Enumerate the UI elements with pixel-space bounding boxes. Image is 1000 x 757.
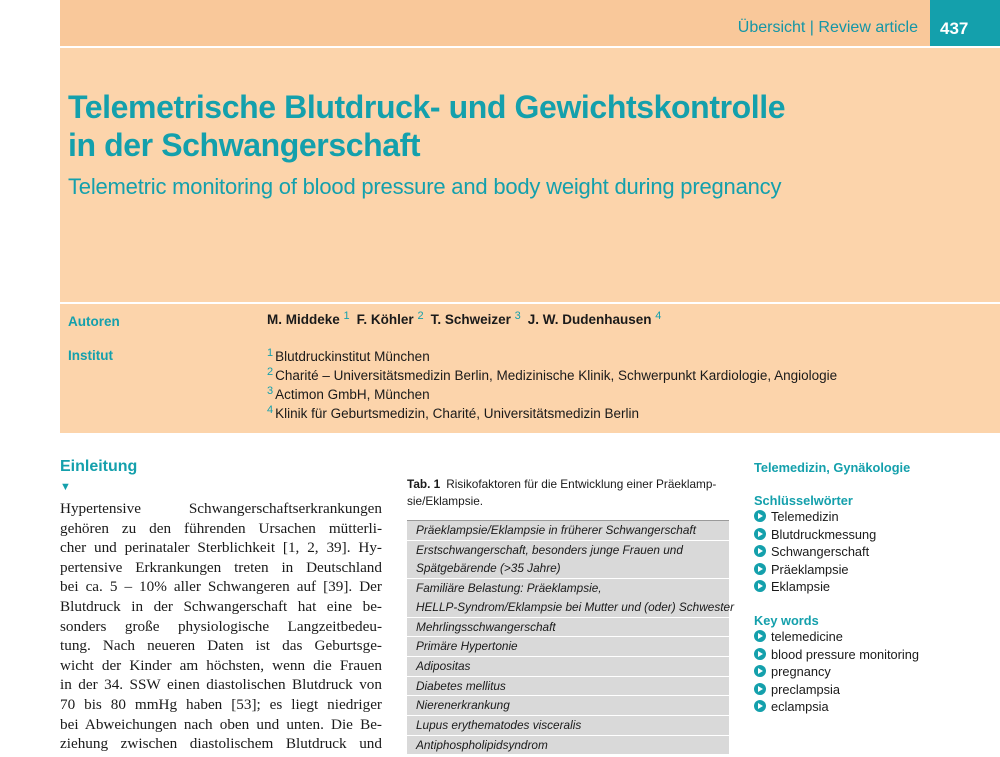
- page-number: 437: [940, 19, 969, 38]
- keyword-item: [754, 561, 994, 579]
- metadata-block: [60, 304, 1000, 433]
- author-affiliation-number: 1: [343, 310, 350, 322]
- page-number-box: [930, 0, 1000, 46]
- table-cell-text: Mehrlingsschwangerschaft: [416, 619, 556, 634]
- circle-arrow-icon: [754, 630, 766, 642]
- circle-arrow-icon: [754, 683, 766, 695]
- keyword-list-german: [754, 508, 994, 596]
- affiliation-text: Blutdruckinstitut München: [275, 349, 430, 364]
- affiliation-number: 3: [267, 385, 274, 397]
- keyword-text: preclampsia: [771, 681, 840, 697]
- circle-arrow-icon: [754, 700, 766, 712]
- keyword-item: [754, 646, 994, 664]
- body-text-line: gehören zu den führenden Ursachen mütterli-: [60, 519, 382, 537]
- table-row: [407, 541, 729, 579]
- table-cell-text: Erstschwangerschaft, besonders junge Frauen und: [416, 542, 683, 557]
- body-text-line: ziehung zwischen diastolischem Blutdruck und: [60, 735, 382, 753]
- table-label: Tab. 1: [407, 477, 441, 491]
- keyword-item: [754, 698, 994, 716]
- table-row: [407, 579, 734, 617]
- table-cell-text: Präeklampsie/Eklampsie in früherer Schwangerschaft: [416, 523, 696, 537]
- table-row: [407, 696, 729, 716]
- keyword-item: [754, 543, 994, 561]
- author-affiliation-number: 4: [655, 310, 662, 322]
- author-affiliation-number: 3: [514, 310, 521, 322]
- affiliation-text: Charité – Universitätsmedizin Berlin, Medizinische Klinik, Schwerpunkt Kardiologie, Angiologie: [275, 368, 838, 383]
- keyword-item: [754, 578, 994, 596]
- keyword-item: [754, 663, 994, 681]
- body-text: [60, 499, 382, 754]
- keyword-item: [754, 508, 994, 526]
- running-header: [60, 0, 930, 46]
- body-text-line: sonders große physiologische Langzeitbedeu-: [60, 617, 382, 635]
- affiliation-item: [267, 386, 837, 405]
- keywords-german-heading: Schlüsselwörter: [754, 493, 853, 508]
- article-title-german: [68, 88, 785, 164]
- institute-label: Institut: [68, 348, 113, 363]
- affiliation-number: 1: [267, 347, 274, 359]
- section-heading: Einleitung: [60, 458, 138, 475]
- body-text-line: wicht der Kinder am höchsten, wenn die Frauen: [60, 656, 382, 674]
- table-cell-text: Primäre Hypertonie: [416, 639, 518, 654]
- author-name: M. Middeke: [267, 312, 340, 327]
- table-caption-text: Risikofaktoren für die Entwicklung einer Präeklamp-sie/Eklampsie.: [407, 477, 717, 508]
- title-line-1: Telemetrische Blutdruck- und Gewichtskontrolle: [68, 89, 786, 125]
- keyword-text: blood pressure monitoring: [771, 646, 919, 662]
- table-row: [407, 637, 729, 657]
- keyword-text: Präeklampsie: [771, 561, 849, 577]
- table-row: [407, 736, 729, 756]
- section-label: Übersicht | Review article: [737, 19, 918, 36]
- table-row: [407, 677, 729, 697]
- author-affiliation-number: 2: [417, 310, 424, 322]
- affiliation-item: [267, 348, 837, 367]
- keyword-text: Telemedizin: [771, 509, 839, 524]
- table-cell-text: Spätgebärende (>35 Jahre): [416, 561, 561, 576]
- keyword-text: eclampsia: [771, 699, 829, 715]
- table-cell-text: HELLP-Syndrom/Eklampsie bei Mutter und (oder) Schwester: [416, 599, 734, 614]
- table-cell-text: Familiäre Belastung: Präeklampsie,: [416, 581, 602, 596]
- circle-arrow-icon: [754, 563, 766, 575]
- body-text-line: bei ca. 5 – 10% aller Schwangeren auf [39]. Der: [60, 578, 382, 596]
- table-caption: [407, 476, 731, 510]
- article-title-english: Telemetric monitoring of blood pressure and body weight during pregnancy: [68, 174, 782, 199]
- body-text-line: in der 34. SSW einen diastolischen Blutdruck von: [60, 676, 382, 694]
- circle-arrow-icon: [754, 580, 766, 592]
- keyword-list-english: [754, 628, 994, 716]
- keyword-item: [754, 628, 994, 646]
- body-text-line: pertensive Erkrankungen treten in Deutschland: [60, 558, 382, 576]
- affiliation-number: 4: [267, 404, 274, 416]
- table-cell-text: Nierenerkrankung: [416, 698, 510, 713]
- title-block: [60, 48, 1000, 302]
- table-cell-text: Lupus erythematodes visceralis: [416, 718, 582, 733]
- body-text-line: Hypertensive Schwangerschaftserkrankungen: [60, 500, 382, 517]
- body-text-line: bei Abweichungen nach oben und unten. Die Be-: [60, 715, 382, 733]
- circle-arrow-icon: [754, 648, 766, 660]
- table-cell-text: Adipositas: [416, 658, 471, 673]
- body-text-line: Blutdruck in der Schwangerschaft hat eine be-: [60, 597, 382, 615]
- table-cell-text: Antiphospholipidsyndrom: [416, 737, 548, 752]
- keyword-text: telemedicine: [771, 628, 843, 644]
- keyword-text: Schwangerschaft: [771, 544, 870, 560]
- keyword-item: [754, 681, 994, 699]
- keyword-item: [754, 526, 994, 544]
- category-heading: Telemedizin, Gynäkologie: [754, 460, 911, 475]
- title-line-2: in der Schwangerschaft: [68, 127, 421, 163]
- affiliation-item: [267, 405, 837, 424]
- author-name: J. W. Dudenhausen: [527, 312, 652, 327]
- body-text-line: 70 bis 80 mmHg haben [53]; es liegt niedriger: [60, 695, 382, 713]
- triangle-down-icon: ▼: [60, 481, 71, 493]
- body-text-line: tung. Nach neueren Daten ist das Geburtsge-: [60, 637, 382, 655]
- keywords-english-heading: Key words: [754, 612, 819, 628]
- circle-arrow-icon: [754, 665, 766, 677]
- circle-arrow-icon: [754, 510, 766, 522]
- table-cell-text: Diabetes mellitus: [416, 678, 506, 693]
- affiliation-number: 2: [267, 366, 274, 378]
- circle-arrow-icon: [754, 545, 766, 557]
- affiliation-item: [267, 367, 837, 386]
- keyword-text: Blutdruckmessung: [771, 526, 877, 542]
- author-name: F. Köhler: [356, 312, 414, 327]
- affiliation-text: Klinik für Geburtsmedizin, Charité, Universitätsmedizin Berlin: [275, 406, 640, 421]
- risk-factor-table: [407, 520, 734, 755]
- affiliation-text: Actimon GmbH, München: [275, 387, 430, 402]
- author-list: [267, 312, 668, 327]
- keyword-text: pregnancy: [771, 664, 831, 680]
- affiliation-list: [267, 348, 837, 424]
- body-text-line: cher und perinataler Sterblichkeit [1, 2, 39]. Hy-: [60, 539, 382, 557]
- table-row: [407, 657, 729, 677]
- author-name: T. Schweizer: [430, 312, 511, 327]
- table-row: [407, 521, 729, 541]
- table-row: [407, 716, 729, 736]
- circle-arrow-icon: [754, 528, 766, 540]
- keyword-text: Eklampsie: [771, 579, 831, 595]
- authors-label: Autoren: [68, 314, 120, 329]
- table-row: [407, 618, 729, 638]
- keyword-sidebar: [754, 460, 994, 716]
